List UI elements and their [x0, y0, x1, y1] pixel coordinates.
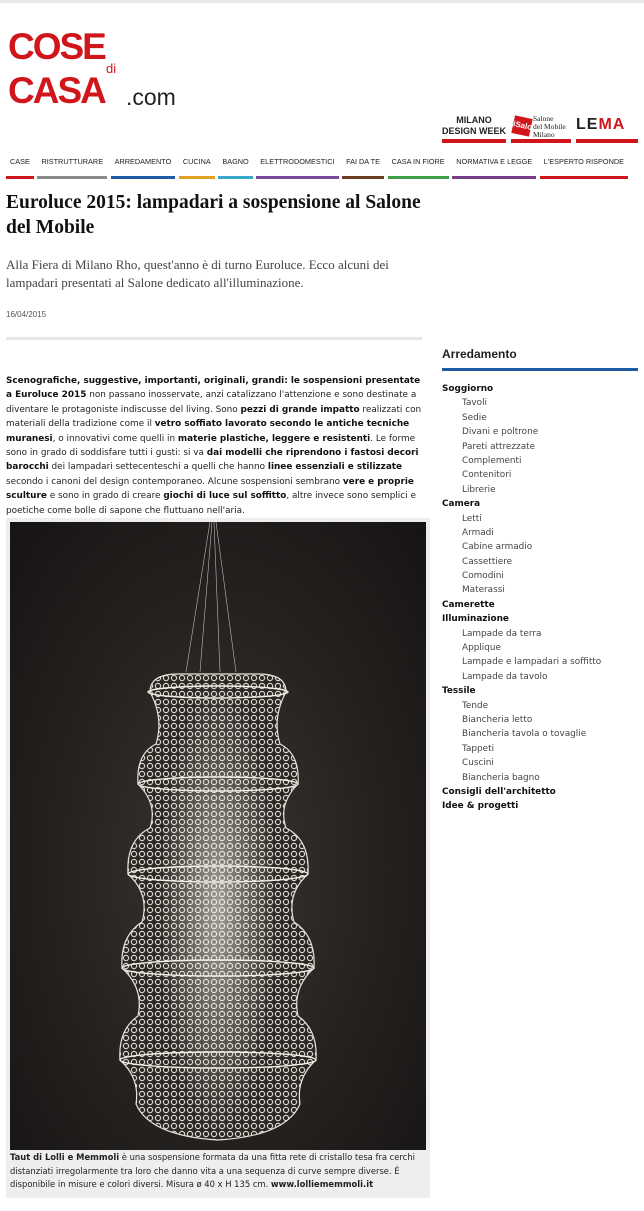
logo-word-casa: CASA	[8, 70, 105, 111]
sidebar-item-librerie[interactable]: Librerie	[462, 484, 496, 495]
article-body	[6, 374, 426, 518]
salone-line2: del Mobile	[533, 122, 566, 131]
sidebar-item-lampade-da-tavolo[interactable]: Lampade da tavolo	[462, 671, 548, 682]
sidebar-item-camera[interactable]: Camera	[442, 499, 481, 510]
sidebar-item-illuminazione[interactable]: Illuminazione	[442, 614, 509, 625]
body-text-segment: dai modelli che riprendono i fastosi decori barocchi	[6, 448, 419, 473]
mdw-line2: DESIGN WEEK	[442, 126, 507, 136]
salone-line1: Salone	[533, 114, 554, 123]
nav-item-casa-in-fiore[interactable]: CASA IN FIORE	[388, 150, 449, 179]
sidebar-item-cuscini[interactable]: Cuscini	[462, 758, 494, 769]
sidebar-item-soggiorno[interactable]: Soggiorno	[442, 384, 494, 394]
top-border	[0, 0, 644, 3]
sidebar-item-tessile[interactable]: Tessile	[442, 686, 476, 697]
sidebar-item-idee-progetti[interactable]: Idee & progetti	[442, 801, 519, 812]
body-text-segment: e sono in grado di creare	[46, 491, 164, 502]
sidebar-item-tappeti[interactable]: Tappeti	[462, 743, 495, 754]
sidebar-accent-bar	[442, 368, 638, 371]
article-title: Euroluce 2015: lampadari a sospensione al Salone del Mobile	[6, 192, 421, 238]
body-text-segment: linee essenziali e stilizzate	[267, 462, 403, 473]
body-text-segment: secondo i canoni del design contemporaneo. Alcune sospensioni sembrano	[6, 476, 343, 487]
lamp-photo[interactable]	[10, 522, 426, 1150]
sidebar-item-lampade-da-terra[interactable]: Lampade da terra	[462, 628, 542, 639]
sidebar-item-comodini[interactable]: Comodini	[462, 571, 504, 582]
body-text-segment: pezzi di grande impatto	[240, 404, 360, 415]
nav-item-ristrutturare[interactable]: RISTRUTTURARE	[37, 150, 107, 179]
photo-caption	[10, 1151, 422, 1192]
sidebar-item-cabine-armadio[interactable]: Cabine armadio	[462, 542, 533, 553]
pendant-lamp-image	[10, 522, 426, 1150]
logo-word-di: di	[106, 61, 117, 76]
sidebar-item-biancheria-tavola-o-tovaglie[interactable]: Biancheria tavola o tovaglie	[462, 729, 587, 740]
body-text-segment: non passano inosservate, anzi catalizzano l'attenzione e sono destinate a diventare le protagoniste indiscusse del living. Sono	[6, 390, 417, 415]
mdw-line1: MILANO	[456, 115, 492, 125]
lema-part2: MA	[598, 116, 626, 133]
sidebar-item-camerette[interactable]: Camerette	[442, 599, 495, 610]
sidebar-item-lampade-e-lampadari-a-soffitto[interactable]: Lampade e lampadari a soffitto	[462, 657, 602, 668]
sidebar-menu	[442, 382, 642, 814]
body-text-segment: vere e proprie sculture	[6, 476, 414, 502]
nav-item-bagno[interactable]: BAGNO	[218, 150, 252, 179]
caption-segment: è una sospensione formata da una fitta rete di cristallo tesa fra cerchi distanziati irregolarmente tra loro che danno vita a una sequenza di curve sempre diverse. É disponibile in misure e colori diversi. Misura ø 40 x H 135 cm.	[10, 1152, 415, 1189]
milano-design-week-logo[interactable]	[442, 113, 506, 143]
body-text-segment: materie plastiche, leggere e resistenti	[177, 433, 371, 444]
nav-item-normativa-e-legge[interactable]: NORMATIVA E LEGGE	[452, 150, 536, 179]
lema-logo[interactable]	[576, 113, 638, 143]
lema-part1: LE	[576, 116, 599, 133]
article-lead: Alla Fiera di Milano Rho, quest'anno è di turno Euroluce. Ecco alcuni dei lampadari presentati al Salone dedicato all'illuminazione.	[6, 257, 389, 290]
body-text-segment: , altre invece sono semplici e poetiche come bolle di sapone che fluttuano nell'aria.	[6, 491, 416, 516]
sidebar-item-applique[interactable]: Applique	[462, 643, 501, 654]
body-text-segment: vetro soffiato lavorato secondo le antiche tecniche muranesi	[6, 419, 410, 444]
sidebar-item-letti[interactable]: Letti	[462, 513, 482, 524]
sidebar-item-divani-e-poltrone[interactable]: Divani e poltrone	[462, 427, 539, 438]
nav-item-cucina[interactable]: CUCINA	[179, 150, 215, 179]
sidebar-item-materassi[interactable]: Materassi	[462, 585, 505, 596]
sidebar-item-tende[interactable]: Tende	[462, 700, 489, 711]
sidebar-item-cassettiere[interactable]: Cassettiere	[462, 556, 513, 567]
sidebar-item-consigli-dell-architetto[interactable]: Consigli dell'architetto	[442, 786, 556, 797]
nav-item-arredamento[interactable]: ARREDAMENTO	[111, 150, 176, 179]
nav-item-fai-da-te[interactable]: FAI DA TE	[342, 150, 384, 179]
logo-word-cose: COSE	[8, 26, 105, 67]
site-logo[interactable]	[8, 28, 188, 114]
sidebar-item-biancheria-bagno[interactable]: Biancheria bagno	[462, 772, 540, 783]
logo-suffix: .com	[126, 84, 176, 110]
caption-segment: www.lolliememmoli.it	[270, 1179, 374, 1189]
caption-segment: Taut di Lolli e Memmoli	[10, 1152, 120, 1162]
sidebar-item-contenitori[interactable]: Contenitori	[462, 470, 512, 481]
nav-item-elettrodomestici[interactable]: ELETTRODOMESTICI	[256, 150, 338, 179]
main-nav	[6, 150, 628, 180]
divider	[6, 337, 422, 340]
article-photo-frame	[6, 518, 430, 1198]
body-text-segment: , o innovativi come quelli in	[52, 433, 178, 444]
salone-del-mobile-logo[interactable]	[511, 113, 571, 143]
salone-line3: Milano	[533, 130, 555, 139]
body-text-segment: dei lampadari settecenteschi a quelli che hanno	[48, 462, 268, 473]
body-text-segment: . Le forme sono in grado di soddisfare tutti i gusti: si va	[6, 433, 416, 459]
salone-text	[533, 115, 566, 139]
sidebar-item-armadi[interactable]: Armadi	[462, 527, 494, 538]
sidebar-item-biancheria-letto[interactable]: Biancheria letto	[462, 714, 533, 725]
body-text-segment: giochi di luce sul soffitto	[163, 491, 287, 502]
sidebar-item-pareti-attrezzate[interactable]: Pareti attrezzate	[462, 441, 536, 452]
sidebar-item-sedie[interactable]: Sedie	[462, 412, 487, 423]
nav-item-l-esperto-risponde[interactable]: L'ESPERTO RISPONDE	[540, 150, 628, 179]
body-text-segment: realizzati con materiali della tradizione come il	[6, 404, 422, 430]
sidebar-title: Arredamento	[442, 347, 517, 361]
isaloni-mark-icon: iSaloni	[511, 115, 532, 136]
body-text-segment: Scenografiche, suggestive, importanti, originali, grandi: le sospensioni presentate a Euroluce 2015	[6, 376, 421, 401]
nav-item-case[interactable]: CASE	[6, 150, 34, 179]
sidebar-item-tavoli[interactable]: Tavoli	[462, 398, 488, 409]
article-date: 16/04/2015	[6, 310, 47, 319]
sidebar-item-complementi[interactable]: Complementi	[462, 455, 522, 466]
